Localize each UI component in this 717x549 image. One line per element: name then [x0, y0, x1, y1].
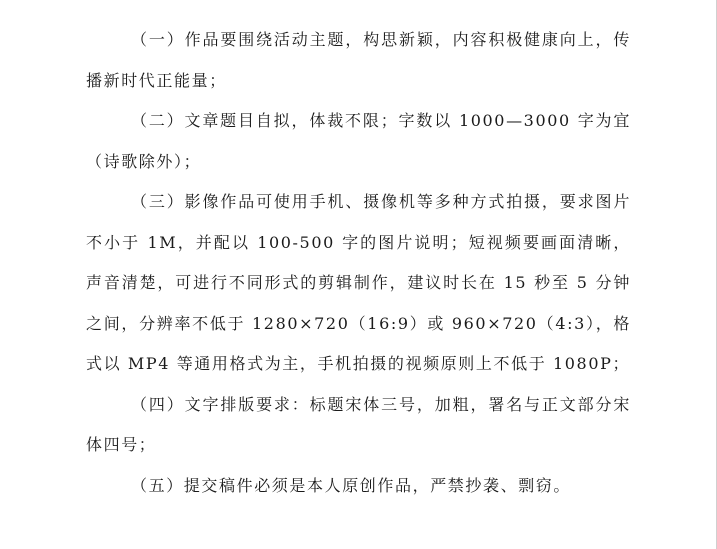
requirement-paragraph-2: （二）文章题目自拟，体裁不限；字数以 1000—3000 字为宜（诗歌除外）； [86, 111, 631, 171]
requirement-paragraph-3: （三）影像作品可使用手机、摄像机等多种方式拍摄，要求图片不小于 1M，并配以 100-500 字的图片说明；短视频要画面清晰，声音清楚，可进行不同形式的剪辑制作，建议时长在 15 秒至 5 分钟之间，分辨率不低于 1280×720（16:9）或 960×720（4:3），格式以 MP4 等通用格式为主，手机拍摄的视频原则上不低于 1080P； [86, 192, 631, 373]
requirement-paragraph-4: （四）文字排版要求：标题宋体三号，加粗，署名与正文部分宋体四号； [86, 394, 631, 454]
requirement-paragraph-1: （一）作品要围绕活动主题，构思新颖，内容积极健康向上，传播新时代正能量； [86, 30, 631, 90]
document-body [86, 20, 631, 506]
requirement-paragraph-5: （五）提交稿件必须是本人原创作品，严禁抄袭、剽窃。 [131, 475, 572, 495]
